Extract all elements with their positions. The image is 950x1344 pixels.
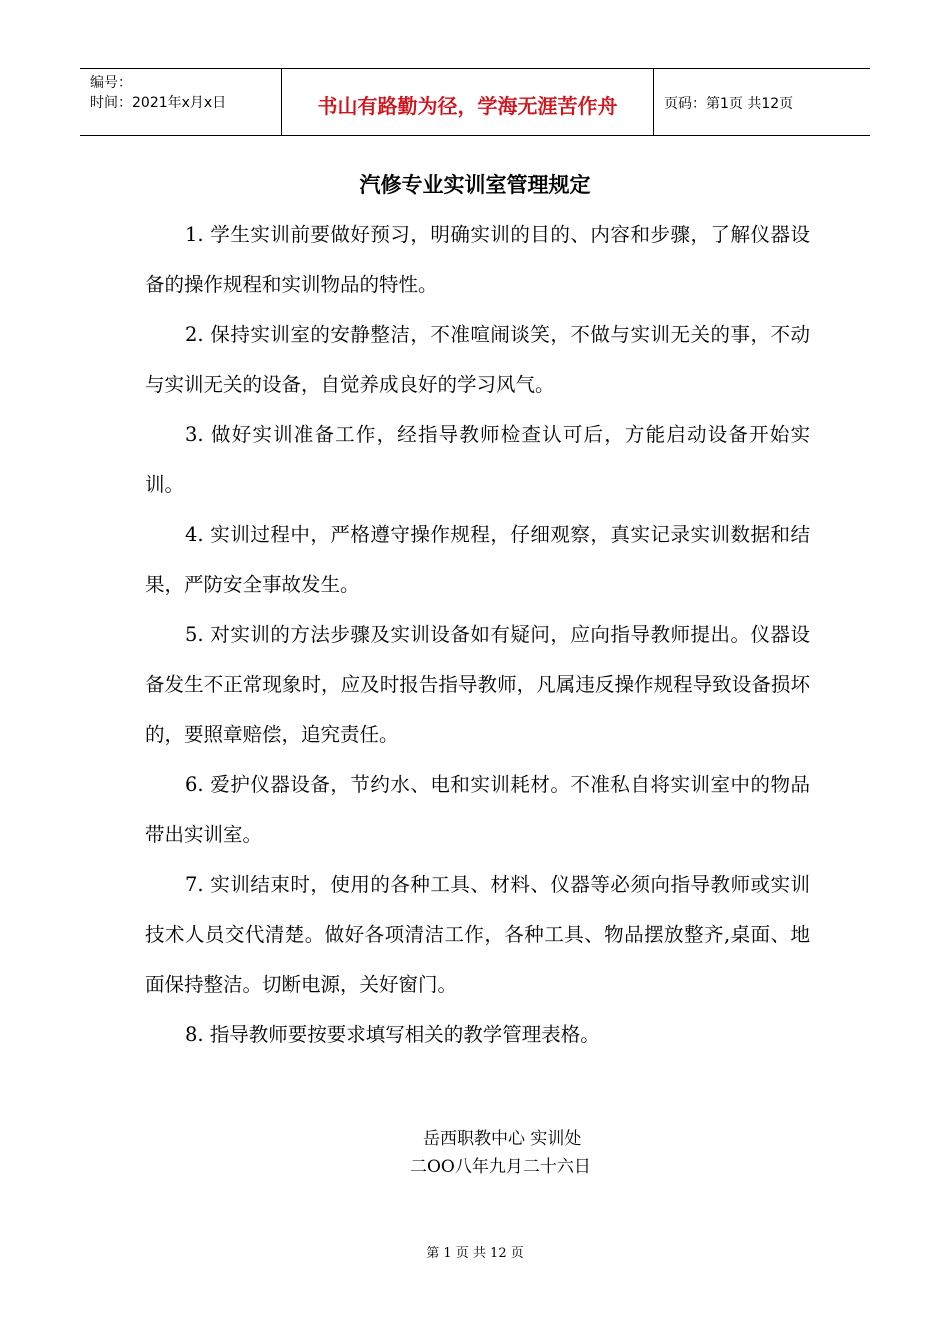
document-title: 汽修专业实训室管理规定 (359, 173, 591, 197)
motto-text: 书山有路勤为径，学海无涯苦作舟 (317, 93, 618, 118)
paragraph-5: 5. 对实训的方法步骤及实训设备如有疑问，应向指导教师提出。仪器设备发生不正常现象时，应及时报告指导教师，凡属违反操作规程导致设备损坏的，要照章赔偿，追究责任。 (145, 623, 810, 746)
page-footer: 第 1 页 共 12 页 (426, 1246, 524, 1261)
time-label: 时间：2021年x月x日 (90, 95, 227, 111)
document-body (145, 210, 810, 1060)
page-code: 页码：第1页 共12页 (664, 96, 794, 112)
paragraph-8: 8. 指导教师要按要求填写相关的教学管理表格。 (185, 1023, 600, 1046)
paragraph-4: 4. 实训过程中，严格遵守操作规程，仔细观察，真实记录实训数据和结果，严防安全事故发生。 (145, 523, 810, 596)
header-meta-cell (80, 69, 282, 135)
header-table (80, 68, 870, 136)
signature-date: 二OO八年九月二十六日 (410, 1157, 591, 1177)
paragraph-6: 6. 爱护仪器设备，节约水、电和实训耗材。不准私自将实训室中的物品带出实训室。 (145, 773, 810, 846)
signature-org: 岳西职教中心 实训处 (423, 1129, 582, 1149)
signature-block (410, 1125, 650, 1181)
paragraph-1: 1. 学生实训前要做好预习，明确实训的目的、内容和步骤，了解仪器设备的操作规程和实训物品的特性。 (145, 223, 810, 296)
number-label: 编号： (90, 75, 132, 91)
paragraph-2: 2. 保持实训室的安静整洁，不准喧闹谈笑，不做与实训无关的事，不动与实训无关的设备，自觉养成良好的学习风气。 (145, 323, 810, 396)
header-motto-cell (282, 69, 654, 135)
paragraph-3: 3. 做好实训准备工作，经指导教师检查认可后，方能启动设备开始实训。 (145, 423, 810, 496)
paragraph-7: 7. 实训结束时，使用的各种工具、材料、仪器等必须向指导教师或实训技术人员交代清楚。做好各项清洁工作，各种工具、物品摆放整齐,桌面、地面保持整洁。切断电源，关好窗门。 (145, 873, 810, 996)
header-page-cell (654, 69, 870, 135)
